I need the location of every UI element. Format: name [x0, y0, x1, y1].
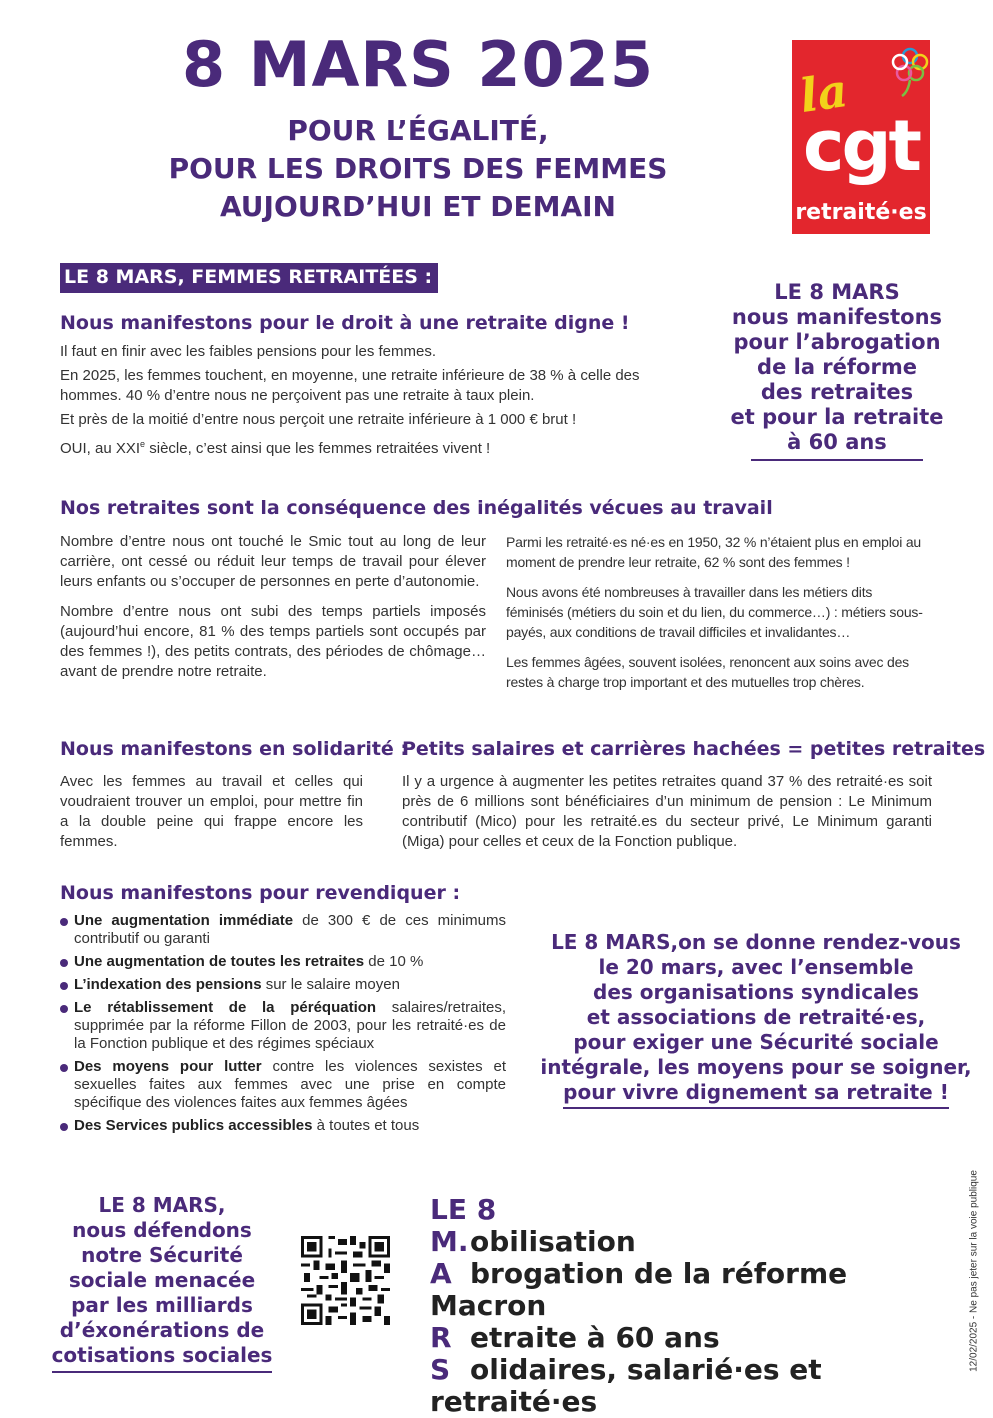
list-item	[60, 1058, 506, 1112]
callout-line: notre Sécurité	[81, 1243, 243, 1267]
section2-right	[506, 532, 932, 696]
claim-text: de 10 %	[364, 953, 424, 970]
callout-line: LE 8 MARS,on se donne rendez-vous	[551, 930, 961, 954]
section2-left	[60, 532, 486, 686]
list-item	[60, 1117, 506, 1135]
section-banner: LE 8 MARS, FEMMES RETRAITÉES :	[60, 263, 438, 293]
callout-abrogation	[712, 280, 962, 461]
acrostic-row	[430, 1226, 950, 1258]
claim-text: contre les violences sexistes et sexuelles faites aux femmes avec une prise en compte spécifique des violences faites aux femmes âgées	[74, 1058, 506, 1111]
acrostic-text: etraite à 60 ans	[470, 1321, 720, 1354]
callout-line: le 20 mars, avec l’ensemble	[598, 955, 914, 979]
acrostic-text: olidaires, salarié·es et retraité·es	[430, 1353, 822, 1418]
paragraph: Parmi les retraité·es né·es en 1950, 32 % n’étaient plus en emploi au moment de prendre leur retraite, 62 % sont des femmes !	[506, 534, 921, 570]
paragraph: Il faut en finir avec les faibles pensions pour les femmes.	[60, 343, 437, 360]
paragraph: Nous avons été nombreuses à travailler dans les métiers dits féminisés (métiers du soin et du lien, du commerce…) : métiers sous-payés, aux conditions de travail difficiles et invalidantes…	[506, 584, 923, 640]
list-item	[60, 912, 506, 948]
claim-text: sur le salaire moyen	[261, 976, 400, 993]
footer-vertical-text: 12/02/2025 - Ne pas jeter sur la voie publique	[968, 1170, 980, 1372]
cgt-logo	[792, 40, 930, 234]
section1-text	[60, 342, 680, 463]
qr-code-icon[interactable]	[301, 1236, 390, 1325]
callout-line: à 60 ans	[751, 430, 923, 461]
claim-text: de 300 € de ces minimums contributif ou garanti	[74, 912, 506, 947]
subtitle-line: POUR L’ÉGALITÉ,	[287, 114, 549, 147]
list-item	[60, 976, 506, 994]
section3-heading: Nous manifestons en solidarité :	[60, 738, 409, 760]
callout-line: de la réforme	[757, 355, 917, 379]
section4-heading: Petits salaires et carrières hachées = petites retraites	[402, 738, 986, 760]
callout-line: pour exiger une Sécurité sociale	[573, 1030, 939, 1054]
callout-line: et associations de retraité·es,	[586, 1005, 926, 1029]
callout-line: nous défendons	[72, 1218, 252, 1242]
section5-heading: Nous manifestons pour revendiquer :	[60, 882, 461, 904]
acrostic-letter: S	[430, 1353, 451, 1386]
callout-line: des organisations syndicales	[593, 980, 919, 1004]
acrostic-row	[430, 1322, 950, 1354]
logo-retraites: retraité·es	[795, 200, 927, 225]
callout-line: cotisations sociales	[52, 1343, 273, 1373]
acrostic-row	[430, 1258, 950, 1322]
callout-line: nous manifestons	[731, 305, 943, 329]
claim-bold: L’indexation des pensions	[74, 976, 262, 993]
callout-line: et pour la retraite	[730, 405, 944, 429]
page-title: 8 MARS 2025	[182, 28, 654, 101]
flower-icon	[880, 36, 940, 96]
list-item	[60, 953, 506, 971]
acrostic-letter: R	[430, 1321, 452, 1354]
callout-line: LE 8 MARS	[774, 280, 900, 304]
acrostic-title	[430, 1194, 950, 1226]
callout-line: intégrale, les moyens pour se soigner,	[540, 1055, 972, 1079]
paragraph: Nombre d’entre nous ont touché le Smic tout au long de leur carrière, ont cessé ou réduit leur temps de travail pour élever leurs enfants ou s’occuper de personnes en perte d’autonomie.	[60, 533, 486, 590]
paragraph: Et près de la moitié d’entre nous perçoit une retraite inférieure à 1 000 € brut !	[60, 411, 577, 428]
logo-cgt: cgt	[802, 105, 920, 187]
acrostic-text: obilisation	[470, 1225, 636, 1258]
callout-line: d’éxonérations de	[59, 1318, 265, 1342]
text-fragment: OUI, au XXI	[60, 440, 141, 457]
callout-line: pour l’abrogation	[733, 330, 941, 354]
acrostic-block	[430, 1194, 950, 1418]
acrostic-title-text: LE 8	[430, 1193, 497, 1226]
claim-bold: Des Services publics accessibles	[74, 1117, 313, 1134]
callout-line: pour vivre dignement sa retraite !	[563, 1080, 949, 1109]
section2-heading: Nos retraites sont la conséquence des inégalités vécues au travail	[60, 497, 773, 519]
acrostic-text: brogation de la réforme Macron	[430, 1257, 848, 1322]
subtitle	[0, 112, 836, 226]
claims-list	[60, 912, 506, 1140]
claim-bold: Des moyens pour lutter	[74, 1058, 262, 1075]
footer-vertical	[960, 1160, 988, 1382]
callout-line: LE 8 MARS,	[98, 1193, 226, 1217]
claim-text: salaires/retraites, supprimée par la réforme Fillon de 2003, pour les retraité·es de la Fonction publique et des régimes spéciaux	[74, 999, 506, 1052]
acrostic-row	[430, 1354, 950, 1418]
claim-bold: Une augmentation immédiate	[74, 912, 294, 929]
callout-rendezvous	[540, 930, 972, 1109]
section3-text: Avec les femmes au travail et celles qui voudraient trouver un emploi, pour mettre fin a la double peine qui frappe encore les femmes.	[60, 773, 363, 850]
text-fragment: siècle, c’est ainsi que les femmes retraitées vivent !	[145, 440, 491, 457]
claim-bold: Le rétablissement de la péréquation	[74, 999, 377, 1016]
subtitle-line: AUJOURD’HUI ET DEMAIN	[219, 190, 616, 223]
list-item	[60, 999, 506, 1053]
section1-heading: Nous manifestons pour le droit à une retraite digne !	[60, 312, 630, 334]
subtitle-line: POUR LES DROITS DES FEMMES	[168, 152, 668, 185]
claim-text: à toutes et tous	[312, 1117, 420, 1134]
callout-line: sociale menacée	[68, 1268, 256, 1292]
callout-securite-sociale	[50, 1193, 274, 1373]
paragraph: Les femmes âgées, souvent isolées, renoncent aux soins avec des restes à charge trop important et des mutuelles trop chères.	[506, 654, 909, 690]
acrostic-letter: M.	[430, 1225, 469, 1258]
claim-bold: Une augmentation de toutes les retraites	[74, 953, 365, 970]
paragraph: En 2025, les femmes touchent, en moyenne, une retraite inférieure de 38 % à celle des hommes. 40 % d’entre nous ne perçoivent pas une retraite à taux plein.	[60, 367, 640, 404]
callout-line: des retraites	[760, 380, 914, 404]
logo-la: la	[796, 62, 851, 124]
superscript: e	[140, 439, 146, 449]
paragraph: Nombre d’entre nous ont subi des temps partiels imposés (aujourd’hui encore, 81 % des temps partiels sont occupés par des femmes !), des petits contrats, des périodes de chômage… avant de prendre notre retraite.	[60, 603, 486, 680]
paragraph	[60, 434, 680, 459]
callout-line: par les milliards	[71, 1293, 253, 1317]
acrostic-letter: A	[430, 1257, 452, 1290]
section4-text: Il y a urgence à augmenter les petites retraites quand 37 % des retraité·es soit près de 6 millions sont bénéficiaires d’un minimum de pension : Le Minimum contributif (Mico) pour les retraité.es du secteur privé, Le Minimum garanti (Miga) pour celles et ceux de la Fonction publique.	[402, 773, 932, 850]
